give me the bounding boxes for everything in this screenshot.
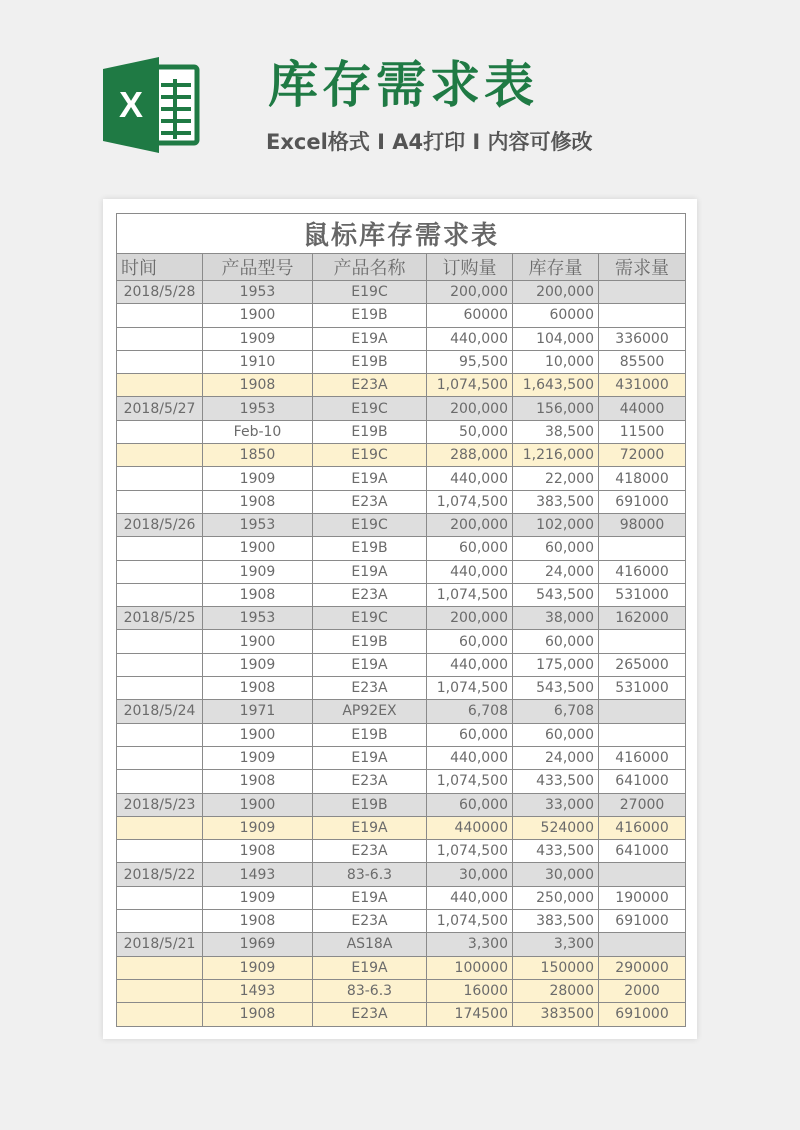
table-cell[interactable]: 1909 — [203, 816, 313, 839]
table-cell[interactable]: 265000 — [599, 653, 686, 676]
table-cell[interactable] — [599, 723, 686, 746]
table-cell[interactable]: 1953 — [203, 607, 313, 630]
table-cell[interactable]: 2018/5/22 — [117, 863, 203, 886]
table-cell[interactable]: 1,074,500 — [427, 490, 513, 513]
table-row — [117, 886, 686, 909]
table-row — [117, 350, 686, 373]
table-cell[interactable]: 531000 — [599, 583, 686, 606]
column-header: 订购量 — [427, 254, 513, 281]
table-cell[interactable]: 1909 — [203, 956, 313, 979]
table-cell[interactable]: 60,000 — [513, 630, 599, 653]
table-cell[interactable]: 440,000 — [427, 467, 513, 490]
table-row — [117, 397, 686, 420]
table-cell[interactable]: 524000 — [513, 816, 599, 839]
table-cell[interactable]: 200,000 — [427, 397, 513, 420]
column-header: 产品型号 — [203, 254, 313, 281]
table-cell[interactable]: E19A — [313, 956, 427, 979]
table-row — [117, 723, 686, 746]
table-cell[interactable]: 85500 — [599, 350, 686, 373]
table-cell[interactable]: E19A — [313, 467, 427, 490]
table-cell[interactable]: 200,000 — [427, 281, 513, 304]
table-row — [117, 630, 686, 653]
column-header: 库存量 — [513, 254, 599, 281]
table-cell[interactable]: 100000 — [427, 956, 513, 979]
table-cell[interactable]: 1493 — [203, 979, 313, 1002]
table-cell[interactable] — [599, 933, 686, 956]
table-cell[interactable]: 150000 — [513, 956, 599, 979]
table-cell[interactable]: 1,074,500 — [427, 677, 513, 700]
table-cell[interactable]: 2018/5/21 — [117, 933, 203, 956]
table-row — [117, 467, 686, 490]
table-cell[interactable] — [599, 700, 686, 723]
table-row — [117, 979, 686, 1002]
table-cell[interactable]: E23A — [313, 1003, 427, 1026]
table-cell[interactable]: 416000 — [599, 816, 686, 839]
table-cell[interactable]: 383,500 — [513, 490, 599, 513]
table-cell[interactable]: E23A — [313, 910, 427, 933]
table-cell[interactable]: 290000 — [599, 956, 686, 979]
table-cell[interactable]: E19A — [313, 327, 427, 350]
table-cell[interactable]: 2018/5/27 — [117, 397, 203, 420]
table-cell[interactable]: 1,643,500 — [513, 374, 599, 397]
excel-logo-icon — [103, 57, 203, 153]
table-cell[interactable]: E23A — [313, 374, 427, 397]
table-cell[interactable] — [117, 816, 203, 839]
table-cell[interactable]: 2000 — [599, 979, 686, 1002]
table-cell[interactable]: E19A — [313, 816, 427, 839]
table-cell[interactable]: 1,216,000 — [513, 444, 599, 467]
table-cell[interactable]: 102,000 — [513, 513, 599, 536]
table-cell[interactable]: 72000 — [599, 444, 686, 467]
table-cell[interactable]: 33,000 — [513, 793, 599, 816]
table-cell[interactable]: 28000 — [513, 979, 599, 1002]
table-cell[interactable] — [117, 467, 203, 490]
table-cell[interactable]: AS18A — [313, 933, 427, 956]
inventory-table — [116, 213, 686, 1027]
table-cell[interactable]: E19A — [313, 560, 427, 583]
table-cell[interactable]: 2018/5/25 — [117, 607, 203, 630]
table-cell[interactable] — [117, 979, 203, 1002]
table-cell[interactable]: 38,500 — [513, 420, 599, 443]
table-cell[interactable]: 1908 — [203, 910, 313, 933]
table-cell[interactable]: 1908 — [203, 770, 313, 793]
table-cell[interactable]: 431000 — [599, 374, 686, 397]
page-title: 库存需求表 — [268, 56, 538, 114]
table-cell[interactable]: 1908 — [203, 490, 313, 513]
table-cell[interactable]: E23A — [313, 677, 427, 700]
table-cell[interactable]: 691000 — [599, 490, 686, 513]
table-cell[interactable]: 440,000 — [427, 560, 513, 583]
table-cell[interactable] — [117, 560, 203, 583]
banner — [0, 0, 800, 200]
page-subtitle: Excel格式 Ⅰ A4打印 Ⅰ 内容可修改 — [266, 130, 593, 154]
table-row — [117, 490, 686, 513]
column-header: 时间 — [117, 254, 203, 281]
table-cell[interactable]: E19A — [313, 653, 427, 676]
table-row — [117, 420, 686, 443]
table-cell[interactable]: 1,074,500 — [427, 374, 513, 397]
table-cell[interactable]: 60,000 — [427, 537, 513, 560]
table-cell[interactable]: 1,074,500 — [427, 583, 513, 606]
table-cell[interactable]: 1900 — [203, 793, 313, 816]
table-cell[interactable]: 1900 — [203, 723, 313, 746]
table-cell[interactable] — [599, 304, 686, 327]
table-cell[interactable]: 83-6.3 — [313, 979, 427, 1002]
table-cell[interactable]: 10,000 — [513, 350, 599, 373]
table-cell[interactable]: 1900 — [203, 304, 313, 327]
table-cell[interactable]: 433,500 — [513, 770, 599, 793]
table-row — [117, 607, 686, 630]
table-row — [117, 513, 686, 536]
table-cell[interactable]: 1,074,500 — [427, 910, 513, 933]
table-cell[interactable]: 416000 — [599, 560, 686, 583]
table-row — [117, 793, 686, 816]
table-cell[interactable]: 1953 — [203, 281, 313, 304]
table-cell[interactable]: 6,708 — [513, 700, 599, 723]
table-cell[interactable] — [599, 630, 686, 653]
table-cell[interactable]: 1971 — [203, 700, 313, 723]
logo-letter: X — [118, 84, 144, 125]
table-cell[interactable] — [117, 583, 203, 606]
table-cell[interactable]: 1969 — [203, 933, 313, 956]
table-title: 鼠标库存需求表 — [117, 214, 686, 254]
table-cell[interactable]: 288,000 — [427, 444, 513, 467]
table-cell[interactable]: E19C — [313, 281, 427, 304]
table-cell[interactable]: E19B — [313, 630, 427, 653]
table-cell[interactable]: 1953 — [203, 397, 313, 420]
table-cell[interactable]: 60000 — [513, 304, 599, 327]
table-cell[interactable]: 95,500 — [427, 350, 513, 373]
table-cell[interactable]: 250,000 — [513, 886, 599, 909]
table-cell[interactable]: 1493 — [203, 863, 313, 886]
table-cell[interactable]: E19C — [313, 607, 427, 630]
table-cell[interactable]: 440,000 — [427, 653, 513, 676]
table-cell[interactable]: 440,000 — [427, 327, 513, 350]
table-cell[interactable]: 1908 — [203, 374, 313, 397]
table-cell[interactable]: E23A — [313, 490, 427, 513]
table-cell[interactable]: 440,000 — [427, 886, 513, 909]
table-cell[interactable]: 60,000 — [513, 537, 599, 560]
table-row — [117, 933, 686, 956]
table-cell[interactable]: 30,000 — [427, 863, 513, 886]
table-cell[interactable]: 175,000 — [513, 653, 599, 676]
table-cell[interactable]: 156,000 — [513, 397, 599, 420]
table-cell[interactable]: 11500 — [599, 420, 686, 443]
table-cell[interactable] — [117, 723, 203, 746]
table-cell[interactable]: 416000 — [599, 746, 686, 769]
table-cell[interactable]: 1909 — [203, 467, 313, 490]
table-cell[interactable]: 1953 — [203, 513, 313, 536]
table-row — [117, 746, 686, 769]
table-row — [117, 700, 686, 723]
table-cell[interactable]: 60,000 — [427, 630, 513, 653]
table-cell[interactable]: 1909 — [203, 746, 313, 769]
table-cell[interactable]: 1,074,500 — [427, 770, 513, 793]
table-cell[interactable] — [599, 863, 686, 886]
table-cell[interactable] — [117, 327, 203, 350]
table-cell[interactable]: 30,000 — [513, 863, 599, 886]
column-header: 产品名称 — [313, 254, 427, 281]
table-cell[interactable]: 50,000 — [427, 420, 513, 443]
table-cell[interactable]: 1900 — [203, 537, 313, 560]
table-cell[interactable]: 641000 — [599, 840, 686, 863]
table-cell[interactable]: 24,000 — [513, 746, 599, 769]
table-row — [117, 840, 686, 863]
table-cell[interactable]: 6,708 — [427, 700, 513, 723]
table-cell[interactable]: E19B — [313, 793, 427, 816]
table-cell[interactable]: 60,000 — [427, 793, 513, 816]
table-cell[interactable]: 1909 — [203, 653, 313, 676]
table-cell[interactable]: 3,300 — [513, 933, 599, 956]
table-cell[interactable]: 104,000 — [513, 327, 599, 350]
table-cell[interactable]: 691000 — [599, 1003, 686, 1026]
table-cell[interactable]: 83-6.3 — [313, 863, 427, 886]
table-cell[interactable]: E19B — [313, 304, 427, 327]
table-cell[interactable]: 22,000 — [513, 467, 599, 490]
table-cell[interactable]: 383500 — [513, 1003, 599, 1026]
table-cell[interactable]: E19A — [313, 886, 427, 909]
table-cell[interactable] — [599, 281, 686, 304]
table-cell[interactable]: 1908 — [203, 840, 313, 863]
table-cell[interactable]: 38,000 — [513, 607, 599, 630]
table-cell[interactable]: 1910 — [203, 350, 313, 373]
table-cell[interactable]: 543,500 — [513, 677, 599, 700]
table-row — [117, 444, 686, 467]
table-cell[interactable]: 2018/5/23 — [117, 793, 203, 816]
table-cell[interactable]: 440,000 — [427, 746, 513, 769]
table-cell[interactable]: Feb-10 — [203, 420, 313, 443]
table-row — [117, 653, 686, 676]
table-cell[interactable]: AP92EX — [313, 700, 427, 723]
table-row — [117, 956, 686, 979]
table-cell[interactable]: 641000 — [599, 770, 686, 793]
table-cell[interactable]: 174500 — [427, 1003, 513, 1026]
table-cell[interactable]: 98000 — [599, 513, 686, 536]
table-cell[interactable]: 60000 — [427, 304, 513, 327]
table-row — [117, 770, 686, 793]
table-row — [117, 560, 686, 583]
table-cell[interactable]: 1900 — [203, 630, 313, 653]
table-row — [117, 537, 686, 560]
table-cell[interactable]: 1908 — [203, 1003, 313, 1026]
table-cell[interactable] — [117, 420, 203, 443]
table-cell[interactable]: 383,500 — [513, 910, 599, 933]
table-cell[interactable]: 200,000 — [427, 513, 513, 536]
table-cell[interactable]: 200,000 — [427, 607, 513, 630]
table-cell[interactable]: 1908 — [203, 677, 313, 700]
table-row — [117, 816, 686, 839]
table-cell[interactable]: 2018/5/24 — [117, 700, 203, 723]
table-cell[interactable]: 433,500 — [513, 840, 599, 863]
table-cell[interactable] — [117, 956, 203, 979]
table-cell[interactable] — [117, 490, 203, 513]
table-cell[interactable]: 60,000 — [513, 723, 599, 746]
table-cell[interactable] — [117, 350, 203, 373]
table-row — [117, 583, 686, 606]
table-cell[interactable]: 16000 — [427, 979, 513, 1002]
table-cell[interactable] — [117, 304, 203, 327]
table-cell[interactable]: 24,000 — [513, 560, 599, 583]
table-cell[interactable] — [117, 630, 203, 653]
table-row — [117, 910, 686, 933]
table-cell[interactable]: 336000 — [599, 327, 686, 350]
table-row — [117, 304, 686, 327]
table-cell[interactable]: 200,000 — [513, 281, 599, 304]
table-cell[interactable]: E19C — [313, 397, 427, 420]
table-cell[interactable]: E19C — [313, 444, 427, 467]
table-cell[interactable]: 440000 — [427, 816, 513, 839]
table-cell[interactable] — [117, 1003, 203, 1026]
table-row — [117, 281, 686, 304]
table-row — [117, 374, 686, 397]
table-header-row — [117, 254, 686, 281]
table-cell[interactable] — [117, 770, 203, 793]
table-cell[interactable]: E19B — [313, 723, 427, 746]
table-row — [117, 677, 686, 700]
column-header: 需求量 — [599, 254, 686, 281]
table-cell[interactable] — [117, 677, 203, 700]
table-cell[interactable]: 190000 — [599, 886, 686, 909]
table-cell[interactable] — [117, 374, 203, 397]
table-row — [117, 1003, 686, 1026]
table-cell[interactable]: E23A — [313, 583, 427, 606]
table-row — [117, 327, 686, 350]
table-cell[interactable] — [117, 746, 203, 769]
table-cell[interactable]: 1,074,500 — [427, 840, 513, 863]
table-cell[interactable] — [117, 840, 203, 863]
table-cell[interactable]: 27000 — [599, 793, 686, 816]
table-cell[interactable] — [117, 653, 203, 676]
table-cell[interactable]: 1909 — [203, 886, 313, 909]
table-cell[interactable] — [599, 537, 686, 560]
table-cell[interactable]: E19C — [313, 513, 427, 536]
table-cell[interactable] — [117, 537, 203, 560]
table-cell[interactable]: E23A — [313, 770, 427, 793]
table-cell[interactable]: 1908 — [203, 583, 313, 606]
table-cell[interactable]: 543,500 — [513, 583, 599, 606]
table-cell[interactable]: 691000 — [599, 910, 686, 933]
table-row — [117, 863, 686, 886]
table-cell[interactable]: 418000 — [599, 467, 686, 490]
table-cell[interactable]: 531000 — [599, 677, 686, 700]
table-cell[interactable]: 1909 — [203, 327, 313, 350]
table-cell[interactable]: 3,300 — [427, 933, 513, 956]
table-cell[interactable]: 1850 — [203, 444, 313, 467]
table-cell[interactable] — [117, 886, 203, 909]
table-cell[interactable]: 162000 — [599, 607, 686, 630]
table-cell[interactable] — [117, 444, 203, 467]
table-cell[interactable]: 1909 — [203, 560, 313, 583]
table-cell[interactable]: 2018/5/26 — [117, 513, 203, 536]
table-cell[interactable]: E19B — [313, 537, 427, 560]
table-cell[interactable] — [117, 910, 203, 933]
table-cell[interactable]: E19B — [313, 420, 427, 443]
table-body — [117, 281, 686, 1027]
table-cell[interactable]: E23A — [313, 840, 427, 863]
table-cell[interactable]: E19A — [313, 746, 427, 769]
table-cell[interactable]: 2018/5/28 — [117, 281, 203, 304]
table-cell[interactable]: 44000 — [599, 397, 686, 420]
table-cell[interactable]: E19B — [313, 350, 427, 373]
table-cell[interactable]: 60,000 — [427, 723, 513, 746]
